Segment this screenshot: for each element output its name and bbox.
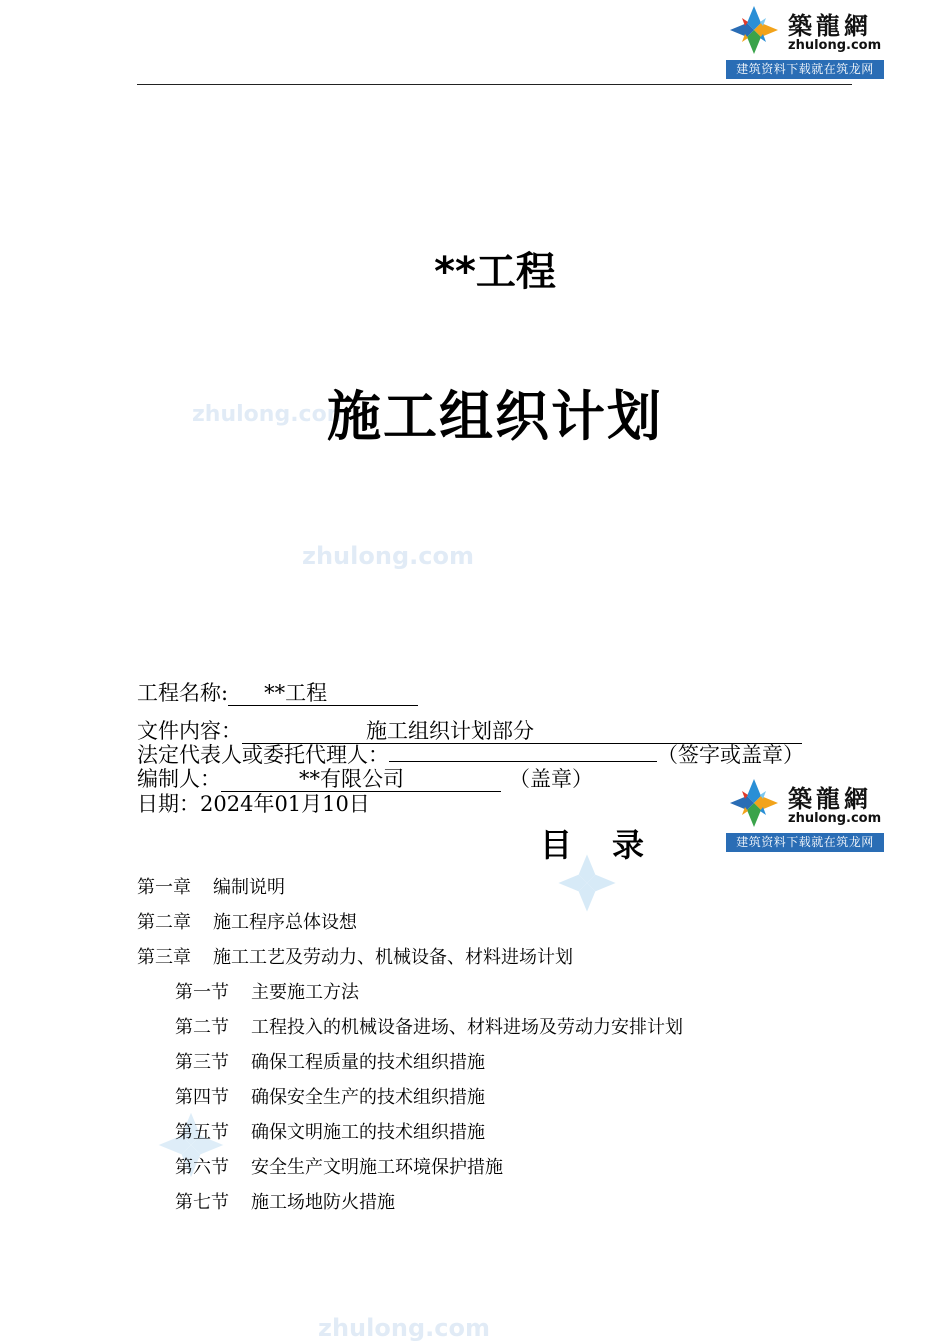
zhulong-logo-icon (728, 4, 780, 56)
author-text: **有限公司 (299, 767, 404, 791)
toc-item-number: 第一节 (175, 982, 229, 1003)
watermark: zhulong.com (318, 1314, 490, 1342)
project-name-label: 工程名称: (137, 681, 229, 705)
toc-item-number: 第七节 (175, 1192, 229, 1213)
author-value (221, 767, 501, 792)
project-name-text: **工程 (264, 681, 328, 705)
logo-english-text: zhulong.com (788, 38, 882, 53)
watermark: zhulong.com (192, 402, 350, 427)
project-name-row (137, 680, 418, 706)
date-row (137, 791, 370, 817)
author-label: 编制人： (137, 767, 221, 791)
toc-item-number: 第二章 (137, 912, 191, 933)
toc-item-number: 第一章 (137, 877, 191, 898)
toc-item[interactable] (175, 1122, 485, 1144)
toc-item[interactable] (175, 1192, 395, 1214)
toc-item-title: 编制说明 (213, 877, 285, 898)
toc-item[interactable] (175, 1157, 503, 1179)
toc-item-title: 主要施工方法 (251, 982, 359, 1003)
mid-logo (726, 775, 886, 853)
header-logo (726, 2, 886, 80)
content-text: 施工组织计划部分 (366, 719, 534, 743)
watermark: zhulong.com (302, 542, 474, 570)
toc-item-title: 确保工程质量的技术组织措施 (251, 1052, 485, 1073)
toc-item[interactable] (137, 877, 285, 899)
toc-item-number: 第三章 (137, 947, 191, 968)
toc-item-title: 确保文明施工的技术组织措施 (251, 1122, 485, 1143)
document-title: 施工组织计划 (327, 385, 663, 448)
toc-item-number: 第六节 (175, 1157, 229, 1178)
toc-item[interactable] (175, 1017, 683, 1039)
project-title: **工程 (434, 249, 556, 295)
toc-item-number: 第五节 (175, 1122, 229, 1143)
author-suffix: （盖章） (509, 767, 593, 791)
toc-item[interactable] (137, 912, 357, 934)
date-value: 2024年01月10日 (200, 792, 370, 816)
toc-item[interactable] (137, 947, 573, 969)
toc-item-title: 工程投入的机械设备进场、材料进场及劳动力安排计划 (251, 1017, 683, 1038)
toc-item-title: 施工工艺及劳动力、机械设备、材料进场计划 (213, 947, 573, 968)
logo-tagline: 建筑资料下载就在筑龙网 (726, 833, 884, 852)
project-name-value (228, 681, 418, 706)
toc-heading: 目录 (540, 826, 685, 864)
header-rule (137, 84, 852, 85)
logo-chinese-text: 築龍網 (788, 11, 872, 40)
toc-item-number: 第三节 (175, 1052, 229, 1073)
representative-signature-line (389, 761, 657, 762)
zhulong-logo-icon (728, 777, 780, 829)
toc-item-title: 确保安全生产的技术组织措施 (251, 1087, 485, 1108)
date-label: 日期： (137, 792, 200, 816)
content-label: 文件内容： (137, 719, 242, 743)
toc-item[interactable] (175, 1087, 485, 1109)
representative-suffix: （签字或盖章） (657, 743, 804, 767)
toc-item-number: 第二节 (175, 1017, 229, 1038)
logo-english-text: zhulong.com (788, 811, 882, 826)
representative-label: 法定代表人或委托代理人： (137, 743, 389, 767)
content-row (137, 718, 802, 744)
logo-tagline: 建筑资料下载就在筑龙网 (726, 60, 884, 79)
toc-item[interactable] (175, 982, 359, 1004)
toc-item-title: 安全生产文明施工环境保护措施 (251, 1157, 503, 1178)
toc-item-title: 施工场地防火措施 (251, 1192, 395, 1213)
toc-item[interactable] (175, 1052, 485, 1074)
representative-row (137, 742, 804, 768)
logo-chinese-text: 築龍網 (788, 784, 872, 813)
content-value (242, 719, 802, 744)
toc-item-number: 第四节 (175, 1087, 229, 1108)
toc-item-title: 施工程序总体设想 (213, 912, 357, 933)
author-row (137, 766, 593, 792)
